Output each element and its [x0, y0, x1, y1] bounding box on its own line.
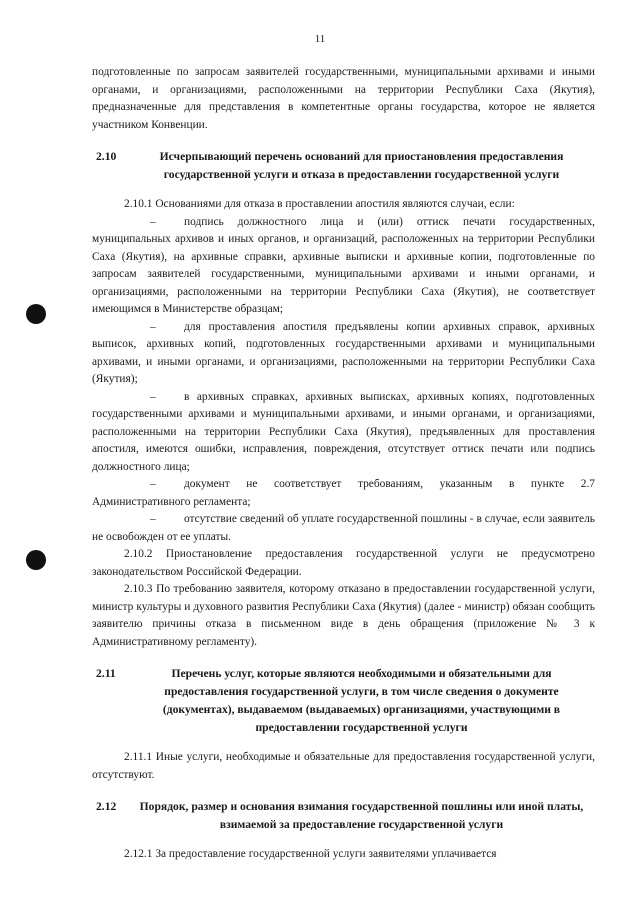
document-body	[92, 64, 595, 864]
section-heading-2-12	[92, 798, 595, 834]
hole-punch-mark	[26, 304, 46, 324]
bullet-text: подпись должностного лица и (или) оттиск печати государственных, муниципальных архивов и иных органов, и организаций, расположенных на территории Республики Саха (Якутия), на архивные справки, архивные выписки и архивные копии, подготовленные по запросам заявителей государственными, муниципальными архивами и иными органами, и организациями, расположенными на территории Республики Саха (Якутия), не соответствует имеющимся в Министерстве образцам;	[92, 215, 595, 315]
bullet-item	[92, 389, 595, 477]
dash-marker: –	[150, 478, 156, 490]
bullet-item	[92, 476, 595, 511]
hole-punch-mark	[26, 550, 46, 570]
dash-marker: –	[150, 320, 156, 333]
bullet-text: отсутствие сведений об уплате государственной пошлины - в случае, если заявитель не освобожден от ее уплаты.	[92, 513, 595, 543]
bullet-item	[92, 214, 595, 319]
section-number: 2.12	[96, 800, 117, 813]
section-title: Порядок, размер и основания взимания государственной пошлины или иной платы, взимаемой за предоставление государственной услуги	[139, 800, 584, 831]
section-heading-2-10	[92, 148, 595, 184]
paragraph-2-11-1: 2.11.1 Иные услуги, необходимые и обязательные для предоставления государственной услуги, отсутствуют.	[92, 751, 595, 781]
page-number: 11	[314, 33, 326, 45]
bullet-text: в архивных справках, архивных выписках, архивных копиях, подготовленных государственными архивами и муниципальными архивами, и иными органами, и организациями, расположенными на территории Республики Саха (Якутия), предъявленных для проставления апостиля, имеются ошибки, исправления, повреждения, отсутствует оттиск печати или подпись должностного лица;	[92, 390, 595, 473]
section-number: 2.11	[96, 667, 116, 680]
paragraph-2-10-2: 2.10.2 Приостановление предоставления государственной услуги не предусмотрено законодательством Российской Федерации.	[92, 548, 595, 578]
section-number: 2.10	[96, 150, 117, 163]
bullet-item	[92, 319, 595, 389]
paragraph-intro: подготовленные по запросам заявителей государственными, муниципальными архивами и иными органами, и организациями, расположенными на территории Республики Саха (Якутия), предназначенные для представления в компетентные органы государства, которое не является участником Конвенции.	[92, 66, 595, 131]
bullet-item	[92, 511, 595, 546]
paragraph-2-10-1: 2.10.1 Основаниями для отказа в проставлении апостиля являются случаи, если:	[124, 198, 515, 210]
dash-marker: –	[150, 390, 156, 403]
section-title: Перечень услуг, которые являются необходимыми и обязательными для предоставления государственной услуги, в том числе сведения о документе (документах), выдаваемом (выдаваемых) организациями, участвующими в предоставлении государственной услуги	[162, 667, 561, 734]
dash-marker: –	[150, 215, 156, 228]
dash-marker: –	[150, 513, 156, 525]
paragraph-2-10-3: 2.10.3 По требованию заявителя, которому отказано в предоставлении государственной услуги, министр культуры и духовного развития Республики Саха (Якутия) (далее - министр) обязан сообщить заявителю причины отказа в письменном виде в день обращения (приложение № 3 к Административному регламенту).	[92, 583, 595, 648]
section-title: Исчерпывающий перечень оснований для приостановления предоставления государственной услуги и отказа в предоставлении государственной услуги	[159, 150, 564, 181]
paragraph-2-12-1: 2.12.1 За предоставление государственной услуги заявителями уплачивается	[124, 848, 497, 860]
bullet-text: документ не соответствует требованиям, указанным в пункте 2.7 Административного регламента;	[92, 478, 595, 508]
bullet-text: для проставления апостиля предъявлены копии архивных справок, архивных выписок, архивных копий, подготовленных государственными архивами и муниципальными архивами, и иными органами, и организациями, расположенными на территории Республики Саха (Якутия);	[92, 320, 595, 385]
section-heading-2-11	[92, 665, 595, 737]
